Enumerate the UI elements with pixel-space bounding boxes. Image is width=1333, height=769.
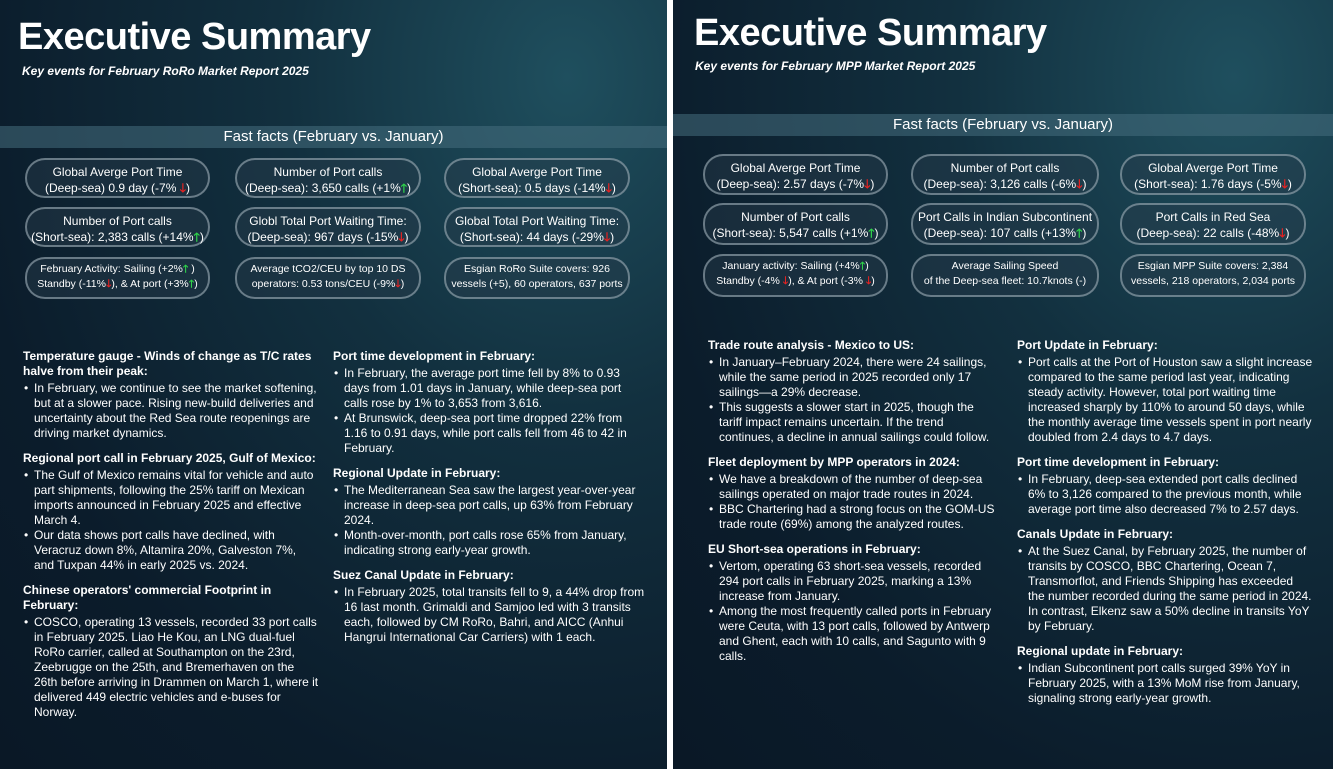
section-heading: EU Short-sea operations in February: — [708, 542, 921, 556]
fact-value — [237, 229, 419, 245]
fast-fact-card — [25, 207, 210, 247]
section-heading: Suez Canal Update in February: — [333, 568, 514, 582]
down-arrow-icon: 🡓 — [865, 275, 872, 287]
section-heading: Fleet deployment by MPP operators in 2024: — [708, 455, 960, 469]
fact-value — [1122, 274, 1304, 289]
fact-value-text: vessels (+5), 60 operators, 637 ports — [451, 278, 623, 290]
up-arrow-icon: 🡑 — [182, 263, 189, 275]
down-arrow-icon: 🡓 — [398, 230, 405, 244]
fact-label-text: Global Averge Port Time — [730, 161, 861, 175]
down-arrow-icon: 🡓 — [605, 181, 612, 195]
bullet-list — [708, 355, 996, 445]
fact-label-text: Global Averge Port Time — [52, 165, 183, 179]
section-heading: Port Update in February: — [1017, 338, 1158, 352]
fast-fact-card — [25, 158, 210, 198]
fast-fact-card — [235, 207, 421, 247]
page-subtitle: Key events for February MPP Market Report 2025 — [695, 59, 976, 73]
fact-label-text: Global Total Port Waiting Time: — [454, 214, 620, 228]
fact-label — [446, 262, 628, 277]
fact-value-tail: ) — [1285, 226, 1290, 240]
bullet-item: • The Mediterranean Sea saw the largest year-over-year increase in deep-sea port calls, up 63% from February 2024. — [344, 483, 645, 528]
up-arrow-icon: 🡑 — [193, 230, 200, 244]
fact-value-tail: ) — [1082, 177, 1087, 191]
fact-label-text: Average tCO2/CEU by top 10 DS — [250, 263, 406, 275]
bullet-list — [708, 559, 996, 664]
bullet-list — [1017, 472, 1313, 517]
fast-fact-card — [444, 158, 630, 198]
fact-value-tail: ) — [400, 278, 405, 290]
bullet-item: • At Brunswick, deep-sea port time dropped 22% from 1.16 to 0.91 days, while port calls fell from 46 to 42 in February. — [344, 411, 645, 456]
bullet-item: • In February, deep-sea extended port calls declined 6% to 3,126 compared to the previous month, while average port time also decreased 7% to 2.57 days. — [1028, 472, 1313, 517]
down-arrow-icon: 🡓 — [603, 230, 611, 244]
bullet-item: • Port calls at the Port of Houston saw a slight increase compared to the same period last year, indicating steady activity. However, total port waiting time increased sharply by 110% to around 50 days, while the monthly average time vessels spent in port nearly doubled from 2.4 days to 4.7 days. — [1028, 355, 1313, 445]
fact-value — [237, 180, 419, 196]
fast-fact-card — [235, 257, 421, 299]
fact-label-text: Average Sailing Speed — [951, 260, 1059, 272]
summary-column-1 — [23, 349, 319, 730]
mpp-summary-panel — [673, 0, 1333, 769]
bullet-list — [23, 381, 319, 441]
fact-label-text: February Activity: Sailing (+2% — [40, 263, 183, 275]
fact-value-tail: ) — [199, 230, 204, 244]
fact-label — [705, 160, 886, 176]
up-arrow-icon: 🡑 — [188, 278, 195, 290]
fact-label — [27, 262, 208, 277]
section-heading: Temperature gauge - Winds of change as T/C rates halve from their peak: — [23, 349, 312, 378]
section-heading: Port time development in February: — [1017, 455, 1220, 469]
summary-column-1 — [708, 338, 996, 674]
fact-value-tail: ) — [870, 177, 875, 191]
fact-label — [237, 213, 419, 229]
bullet-list — [708, 472, 996, 532]
fact-label-tail: ) — [188, 263, 195, 275]
fact-value-tail: ) — [407, 181, 411, 195]
bullet-item: • Our data shows port calls have declined, with Veracruz down 8%, Altamira 20%, Galveston 7%, and Tuxpan 44% in early 2025 vs. 2024. — [34, 528, 319, 573]
fact-value-tail: ) — [874, 226, 879, 240]
fact-value — [446, 277, 628, 292]
summary-column-2 — [1017, 338, 1313, 716]
section-heading: Canals Update in February: — [1017, 527, 1174, 541]
bullet-list — [1017, 544, 1313, 634]
section-heading: Trade route analysis - Mexico to US: — [708, 338, 915, 352]
page-subtitle: Key events for February RoRo Market Report 2025 — [22, 64, 309, 78]
fact-value-text: of the Deep-sea fleet: 10.7knots (-) — [923, 275, 1087, 287]
page-title: Executive Summary — [694, 12, 1047, 54]
bullet-item: • Vertom, operating 63 short-sea vessels, recorded 294 port calls in February 2025, marking a 13% increase from January. — [719, 559, 996, 604]
fast-facts-header: Fast facts (February vs. January) — [673, 114, 1333, 136]
down-arrow-icon: 🡓 — [1076, 177, 1083, 191]
fact-value — [27, 180, 208, 196]
bullet-item: • Indian Subcontinent port calls surged 39% YoY in February 2025, with a 13% MoM rise from January, signaling strong early-year growth. — [1028, 661, 1313, 706]
fact-value — [705, 225, 886, 241]
fact-value — [705, 274, 886, 289]
fact-value-tail: ) — [611, 181, 616, 195]
fact-label-text: Esgian RoRo Suite covers: 926 — [464, 263, 610, 275]
fact-value-text: operators: 0.53 tons/CEU (-9% — [251, 278, 396, 290]
fast-fact-card — [1120, 154, 1306, 195]
fact-value-text: (Short-sea): 2,383 calls (+14% — [31, 230, 194, 244]
fact-value — [27, 229, 208, 245]
section-heading: Chinese operators' commercial Footprint in February: — [23, 583, 272, 612]
fast-fact-card — [235, 158, 421, 198]
fact-label — [237, 262, 419, 277]
fact-value-text: (Deep-sea): 3,650 calls (+1% — [245, 181, 401, 195]
fact-label-text: January activity: Sailing (+4% — [722, 260, 860, 272]
down-arrow-icon: 🡓 — [864, 177, 871, 191]
fact-value — [705, 176, 886, 192]
down-arrow-icon: 🡓 — [395, 278, 401, 290]
fact-label-text: Number of Port calls — [63, 214, 172, 228]
down-arrow-icon: 🡓 — [1279, 226, 1286, 240]
fact-value — [237, 277, 419, 292]
fast-fact-card — [703, 254, 888, 297]
fact-value-text: (Short-sea): 0.5 days (-14% — [458, 181, 606, 195]
bullet-item: • In January–February 2024, there were 24 sailings, while the same period in 2025 recorded only 17 sailings—a 29% decrease. — [719, 355, 996, 400]
fact-label — [1122, 160, 1304, 176]
fact-value-tail: ) — [871, 275, 875, 287]
fact-label — [913, 259, 1097, 274]
fact-value-text: Standby (-4% — [716, 275, 783, 287]
fact-label-text: Global Averge Port Time — [472, 165, 602, 179]
fact-value-text: (Short-sea): 1.76 days (-5% — [1134, 177, 1282, 191]
fact-label-text: Globl Total Port Waiting Time: — [249, 214, 407, 228]
fact-label — [237, 164, 419, 180]
fact-value — [1122, 176, 1304, 192]
fact-value-text: (Deep-sea): 2.57 days (-7% — [716, 177, 865, 191]
fact-label-text: Port Calls in Red Sea — [1155, 210, 1271, 224]
fast-fact-card — [25, 257, 210, 299]
fact-value — [913, 274, 1097, 289]
section-heading: Regional update in February: — [1017, 644, 1184, 658]
section-heading: Regional Update in February: — [333, 466, 501, 480]
bullet-item: • In February, we continue to see the market softening, but at a slower pace. Rising new-build deliveries and uncertainty about the Red Sea route reopenings are driving market dynamics. — [34, 381, 319, 441]
fact-label-text: Esgian MPP Suite covers: 2,384 — [1137, 260, 1289, 272]
fast-fact-card — [911, 154, 1099, 195]
up-arrow-icon: 🡑 — [859, 260, 866, 272]
fact-label-text: Number of Port calls — [273, 165, 383, 179]
up-arrow-icon: 🡑 — [400, 181, 407, 195]
fact-value-text: (Short-sea): 44 days (-29% — [459, 230, 604, 244]
bullet-item: • Among the most frequently called ports in February were Ceuta, with 13 port calls, followed by Antwerp and Ghent, each with 10 calls, and Sagunto with 9 calls. — [719, 604, 996, 664]
fast-fact-card — [703, 154, 888, 195]
fact-label — [913, 209, 1097, 225]
fast-fact-card — [444, 207, 630, 247]
fast-fact-card — [444, 257, 630, 299]
fast-fact-card — [911, 254, 1099, 297]
down-arrow-icon: 🡓 — [782, 275, 789, 287]
down-arrow-icon: 🡓 — [105, 278, 112, 290]
fact-value-mid: ), & At port (-3% — [788, 275, 866, 287]
bullet-list — [333, 483, 645, 558]
fact-value-text: (Deep-sea) 0.9 day (-7% — [45, 181, 180, 195]
fact-value — [27, 277, 208, 292]
fact-label-text: Number of Port calls — [950, 161, 1060, 175]
fast-fact-card — [911, 203, 1099, 245]
bullet-item: • We have a breakdown of the number of deep-sea sailings operated on major trade routes in 2024. — [719, 472, 996, 502]
summary-column-2 — [333, 349, 645, 655]
fact-value-text: (Deep-sea): 3,126 calls (-6% — [923, 177, 1077, 191]
fast-fact-card — [703, 203, 888, 245]
fast-facts-header: Fast facts (February vs. January) — [0, 126, 667, 148]
fact-label — [913, 160, 1097, 176]
bullet-item: • In February 2025, total transits fell to 9, a 44% drop from 16 last month. Grimaldi and Samjoo led with 3 transits each, followed by CM RoRo, Bahri, and AICC (Anhui Hangrui International Car Carriers) with 1 each. — [344, 585, 645, 645]
bullet-item: • Month-over-month, port calls rose 65% from January, indicating strong early-year growth. — [344, 528, 645, 558]
fact-value-tail: ) — [404, 230, 409, 244]
fact-value-mid: ), & At port (+3% — [111, 278, 189, 290]
fact-value-text: (Deep-sea): 22 calls (-48% — [1136, 226, 1280, 240]
bullet-list — [23, 615, 319, 720]
fact-label — [1122, 209, 1304, 225]
fact-value-tail: ) — [185, 181, 190, 195]
fact-value-tail: ) — [1082, 226, 1087, 240]
bullet-item: • BBC Chartering had a strong focus on the GOM-US trade route (69%) among the analyzed routes. — [719, 502, 996, 532]
bullet-item: • This suggests a slower start in 2025, though the tariff impact remains uncertain. If the trend continues, a decline in annual sailings could follow. — [719, 400, 996, 445]
fact-label — [446, 213, 628, 229]
fact-value — [913, 225, 1097, 241]
fast-fact-card — [1120, 254, 1306, 297]
fact-label-tail: ) — [865, 260, 869, 272]
bullet-list — [333, 366, 645, 456]
page-title: Executive Summary — [18, 16, 371, 58]
bullet-list — [23, 468, 319, 573]
down-arrow-icon: 🡓 — [179, 181, 186, 195]
fact-value-text: vessels, 218 operators, 2,034 ports — [1130, 275, 1295, 287]
fact-label-text: Port Calls in Indian Subcontinent — [917, 210, 1093, 224]
fact-value-text: Standby (-11% — [37, 278, 106, 290]
down-arrow-icon: 🡓 — [1281, 177, 1288, 191]
fact-value — [1122, 225, 1304, 241]
bullet-item: • In February, the average port time fell by 8% to 0.93 days from 1.01 days in January, while deep-sea port calls rose by 1% to 3,653 from 3,616. — [344, 366, 645, 411]
bullet-list — [333, 585, 645, 645]
fact-label-text: Number of Port calls — [741, 210, 850, 224]
fact-label — [705, 259, 886, 274]
fact-value-tail: ) — [1287, 177, 1292, 191]
bullet-item: • COSCO, operating 13 vessels, recorded 33 port calls in February 2025. Liao He Kou, an LNG dual-fuel RoRo carrier, called at Southampton on the 23rd, Zeebrugge on the 25th, and Bremerhaven on the 26th before arriving in Drammen on March 1, where it delivered 449 electric vehicles and e-buses for Norway. — [34, 615, 319, 720]
fact-value — [446, 180, 628, 196]
section-heading: Regional port call in February 2025, Gulf of Mexico: — [23, 451, 316, 465]
bullet-item: • At the Suez Canal, by February 2025, the number of transits by COSCO, BBC Chartering, Ocean 7, Transmorflot, and Friends Shipping has exceeded the number recorded during the same period in 2024. In contrast, Elkenz saw a 50% decline in transits YoY by February. — [1028, 544, 1313, 634]
fact-label — [27, 164, 208, 180]
fact-value-text: (Deep-sea): 967 days (-15% — [247, 230, 399, 244]
fact-label — [705, 209, 886, 225]
up-arrow-icon: 🡑 — [1076, 226, 1083, 240]
fact-value-text: (Short-sea): 5,547 calls (+1% — [712, 226, 869, 240]
bullet-list — [1017, 355, 1313, 445]
fast-fact-card — [1120, 203, 1306, 245]
fact-value-tail: ) — [194, 278, 198, 290]
fact-label — [446, 164, 628, 180]
bullet-item: • The Gulf of Mexico remains vital for vehicle and auto part shipments, following the 25% tariff on Mexican imports announced in February 2025 and effective March 4. — [34, 468, 319, 528]
bullet-list — [1017, 661, 1313, 706]
up-arrow-icon: 🡑 — [868, 226, 875, 240]
fact-label — [1122, 259, 1304, 274]
fact-value — [913, 176, 1097, 192]
fact-label — [27, 213, 208, 229]
fact-value — [446, 229, 628, 245]
fact-value-tail: ) — [610, 230, 615, 244]
section-heading: Port time development in February: — [333, 349, 536, 363]
fact-value-text: (Deep-sea): 107 calls (+13% — [923, 226, 1077, 240]
fact-label-text: Global Averge Port Time — [1148, 161, 1278, 175]
